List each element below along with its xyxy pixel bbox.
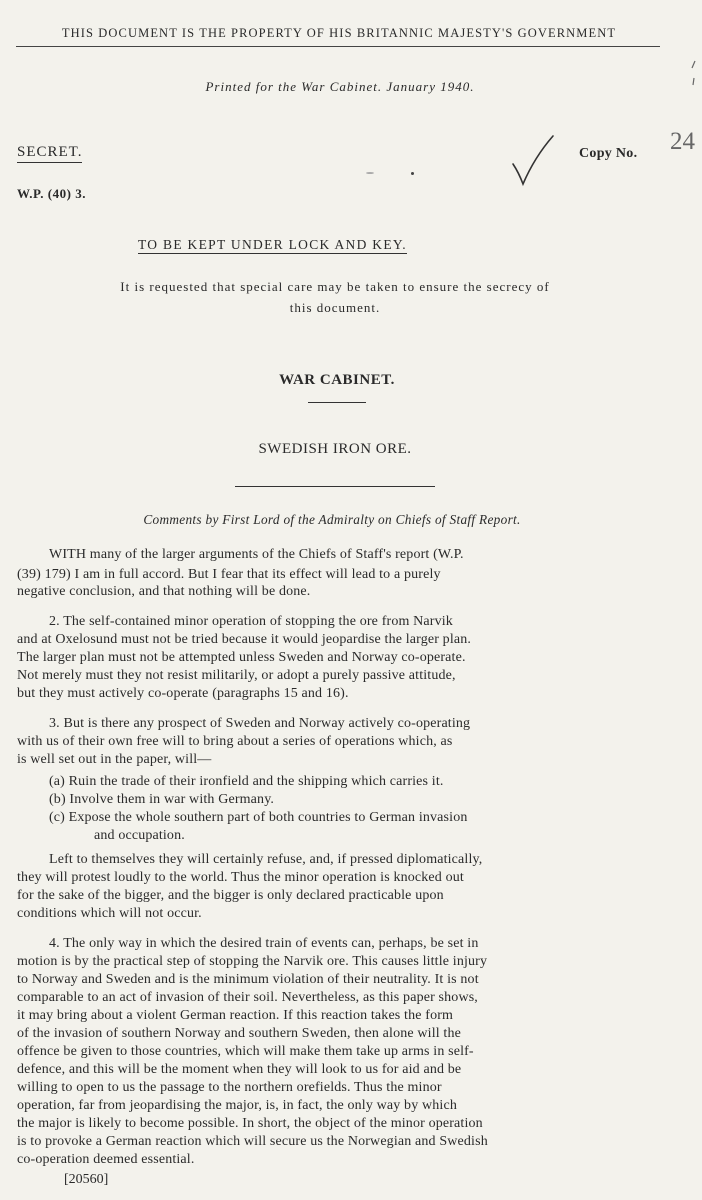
document-title: WAR CABINET.	[279, 372, 395, 388]
margin-mark	[690, 60, 697, 86]
ink-speck	[411, 172, 414, 175]
print-number: [20560]	[64, 1172, 109, 1187]
body-line: 4. The only way in which the desired train of events can, perhaps, be set in	[49, 936, 479, 951]
checkmark-icon	[511, 132, 555, 188]
ink-speck	[366, 172, 374, 174]
printed-for-line: Printed for the War Cabinet. January 1940.	[205, 79, 475, 94]
classification-label: SECRET.	[17, 144, 82, 163]
title-rule	[308, 402, 366, 403]
body-line: is well set out in the paper, will—	[17, 752, 212, 767]
body-line: co-operation deemed essential.	[17, 1152, 195, 1167]
body-line: comparable to an act of invasion of their soil. Nevertheless, as this paper shows,	[17, 990, 478, 1005]
body-line: and at Oxelosund must not be tried because it would jeopardise the larger plan.	[17, 632, 472, 647]
copy-number: 24	[670, 128, 695, 155]
body-line: but they must actively co-operate (paragraphs 15 and 16).	[17, 686, 349, 701]
body-line: (39) 179) I am in full accord. But I fear that its effect will lead to a purely	[17, 567, 441, 582]
body-line: 3. But is there any prospect of Sweden and Norway actively co-operating	[49, 716, 471, 731]
body-line: for the sake of the bigger, and the bigger is only declared practicable upon	[17, 888, 444, 903]
body-line: to Norway and Sweden and is the minimum violation of their neutrality. It is not	[17, 972, 479, 987]
copy-label: Copy No.	[579, 146, 638, 161]
body-line: WITH many of the larger arguments of the Chiefs of Staff's report (W.P.	[49, 547, 464, 562]
document-subtitle: Comments by First Lord of the Admiralty on Chiefs of Staff Report.	[143, 512, 521, 527]
body-line: it may bring about a violent German reaction. If this reaction takes the form	[17, 1008, 454, 1023]
body-line: negative conclusion, and that nothing will be done.	[17, 584, 311, 599]
secrecy-request: It is requested that special care may be taken to ensure the secrecy of this document.	[120, 279, 550, 315]
body-line: Not merely must they not resist militarily, or adopt a purely passive attitude,	[17, 668, 456, 683]
list-item-continuation: and occupation.	[94, 828, 185, 843]
body-line: conditions which will not occur.	[17, 906, 202, 921]
subject-rule	[235, 486, 435, 487]
body-line: The larger plan must not be attempted unless Sweden and Norway co-operate.	[17, 650, 466, 665]
lock-notice: TO BE KEPT UNDER LOCK AND KEY.	[138, 237, 407, 252]
body-line: operation, far from jeopardising the major, is, in fact, the only way by which	[17, 1098, 457, 1113]
body-line: is to provoke a German reaction which will secure us the Norwegian and Swedish	[17, 1134, 488, 1149]
document-subject: SWEDISH IRON ORE.	[258, 441, 412, 457]
body-line: offence be given to those countries, which will make them take up arms in self-	[17, 1044, 474, 1059]
body-line: 2. The self-contained minor operation of stopping the ore from Narvik	[49, 614, 453, 629]
paper-reference: W.P. (40) 3.	[17, 186, 86, 201]
body-line: the major is likely to become possible. In short, the object of the minor operation	[17, 1116, 483, 1131]
body-line: motion is by the practical step of stopping the Narvik ore. This causes little injury	[17, 954, 488, 969]
body-line: Left to themselves they will certainly refuse, and, if pressed diplomatically,	[49, 852, 483, 867]
body-line: of the invasion of southern Norway and southern Sweden, then alone will the	[17, 1026, 461, 1041]
list-item: (c) Expose the whole southern part of both countries to German invasion	[49, 810, 468, 825]
body-line: willing to open to us the passage to the northern orefields. Thus the minor	[17, 1080, 442, 1095]
list-item: (b) Involve them in war with Germany.	[49, 792, 275, 807]
body-line: they will protest loudly to the world. Thus the minor operation is knocked out	[17, 870, 464, 885]
header-rule	[16, 46, 660, 47]
list-item: (a) Ruin the trade of their ironfield and the shipping which carries it.	[49, 774, 444, 789]
body-line: with us of their own free will to bring about a series of operations which, as	[17, 734, 453, 749]
property-notice: THIS DOCUMENT IS THE PROPERTY OF HIS BRITANNIC MAJESTY'S GOVERNMENT	[61, 26, 617, 40]
body-line: defence, and this will be the moment when they will look to us for aid and be	[17, 1062, 462, 1077]
